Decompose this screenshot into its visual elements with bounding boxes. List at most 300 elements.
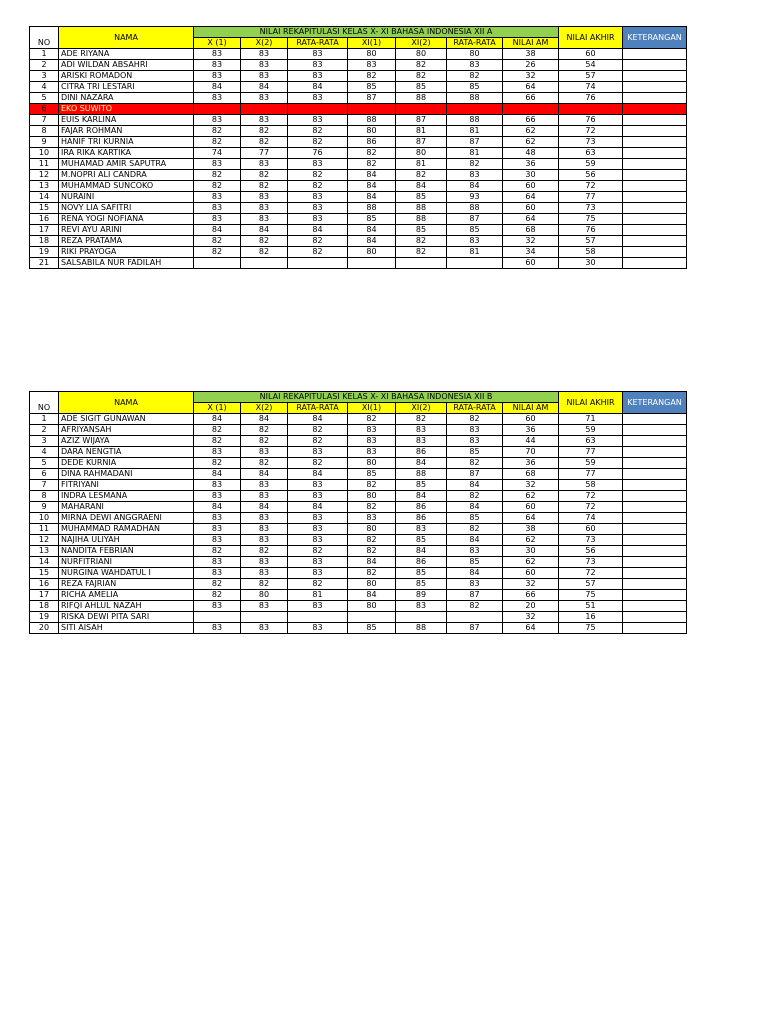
score-nilai-am: 62 bbox=[503, 126, 559, 137]
score-rata-rata-xi: 82 bbox=[447, 491, 503, 502]
score-xi1 bbox=[348, 258, 396, 269]
keterangan-cell bbox=[623, 491, 687, 502]
score-rata-rata-x: 83 bbox=[288, 480, 348, 491]
score-nilai-akhir: 51 bbox=[559, 601, 623, 612]
score-rata-rata-x: 83 bbox=[288, 557, 348, 568]
score-x2: 83 bbox=[241, 447, 288, 458]
score-nilai-akhir: 58 bbox=[559, 480, 623, 491]
row-no: 11 bbox=[30, 524, 59, 535]
score-nilai-am: 26 bbox=[503, 60, 559, 71]
score-xi1: 80 bbox=[348, 579, 396, 590]
score-xi1: 84 bbox=[348, 170, 396, 181]
score-nilai-am: 60 bbox=[503, 568, 559, 579]
table-row bbox=[30, 203, 687, 214]
table-row bbox=[30, 126, 687, 137]
score-xi2: 87 bbox=[396, 137, 447, 148]
score-xi1: 85 bbox=[348, 469, 396, 480]
score-rata-rata-xi: 82 bbox=[447, 414, 503, 425]
student-name: SALSABILA NUR FADILAH bbox=[59, 258, 194, 269]
keterangan-cell bbox=[623, 258, 687, 269]
score-nilai-am bbox=[503, 104, 559, 115]
student-name: MUHAMMAD RAMADHAN bbox=[59, 524, 194, 535]
score-rata-rata-xi: 84 bbox=[447, 480, 503, 491]
score-rata-rata-x: 83 bbox=[288, 535, 348, 546]
table-row bbox=[30, 502, 687, 513]
score-rata-rata-x: 82 bbox=[288, 236, 348, 247]
row-no: 16 bbox=[30, 214, 59, 225]
score-x1: 83 bbox=[194, 535, 241, 546]
row-no: 17 bbox=[30, 225, 59, 236]
score-rata-rata-xi: 82 bbox=[447, 458, 503, 469]
keterangan-cell bbox=[623, 203, 687, 214]
table-row bbox=[30, 236, 687, 247]
score-x1: 83 bbox=[194, 447, 241, 458]
no-header: NO bbox=[30, 392, 59, 414]
score-rata-rata-x: 81 bbox=[288, 590, 348, 601]
score-x1: 83 bbox=[194, 60, 241, 71]
score-x1: 83 bbox=[194, 524, 241, 535]
student-name: SITI AISAH bbox=[59, 623, 194, 634]
table-row bbox=[30, 480, 687, 491]
score-nilai-am: 66 bbox=[503, 93, 559, 104]
score-x1: 82 bbox=[194, 590, 241, 601]
keterangan-header: KETERANGAN bbox=[623, 27, 687, 49]
score-xi2: 82 bbox=[396, 236, 447, 247]
score-nilai-am: 68 bbox=[503, 469, 559, 480]
score-nilai-am: 64 bbox=[503, 214, 559, 225]
score-rata-rata-x: 82 bbox=[288, 436, 348, 447]
nilai-akhir-header: NILAI AKHIR bbox=[559, 392, 623, 414]
score-xi1: 86 bbox=[348, 137, 396, 148]
table-row bbox=[30, 535, 687, 546]
row-no: 4 bbox=[30, 82, 59, 93]
score-rata-rata-xi: 83 bbox=[447, 236, 503, 247]
row-no: 2 bbox=[30, 60, 59, 71]
score-nilai-am: 32 bbox=[503, 71, 559, 82]
score-xi2: 85 bbox=[396, 568, 447, 579]
student-name: RICHA AMELIA bbox=[59, 590, 194, 601]
row-no: 3 bbox=[30, 436, 59, 447]
keterangan-cell bbox=[623, 612, 687, 623]
row-no: 4 bbox=[30, 447, 59, 458]
score-rata-rata-x bbox=[288, 104, 348, 115]
student-name: AZIZ WIJAYA bbox=[59, 436, 194, 447]
row-no: 14 bbox=[30, 192, 59, 203]
score-xi1: 83 bbox=[348, 425, 396, 436]
student-name: EKO SUWITO bbox=[59, 104, 194, 115]
score-rata-rata-x: 82 bbox=[288, 425, 348, 436]
keterangan-cell bbox=[623, 93, 687, 104]
keterangan-cell bbox=[623, 535, 687, 546]
score-rata-rata-xi: 82 bbox=[447, 159, 503, 170]
score-xi1: 84 bbox=[348, 192, 396, 203]
score-rata-rata-x: 83 bbox=[288, 524, 348, 535]
table-row bbox=[30, 258, 687, 269]
score-x1 bbox=[194, 258, 241, 269]
score-xi2: 83 bbox=[396, 601, 447, 612]
row-no: 3 bbox=[30, 71, 59, 82]
score-xi2: 85 bbox=[396, 480, 447, 491]
student-name: ARISKI ROMADON bbox=[59, 71, 194, 82]
score-rata-rata-x: 82 bbox=[288, 458, 348, 469]
score-x2: 82 bbox=[241, 170, 288, 181]
row-no: 9 bbox=[30, 137, 59, 148]
score-nilai-akhir: 72 bbox=[559, 491, 623, 502]
score-rata-rata-xi: 88 bbox=[447, 93, 503, 104]
table-row bbox=[30, 524, 687, 535]
score-rata-rata-xi bbox=[447, 104, 503, 115]
score-nilai-akhir: 63 bbox=[559, 148, 623, 159]
score-nilai-akhir: 59 bbox=[559, 425, 623, 436]
score-nilai-akhir: 56 bbox=[559, 546, 623, 557]
score-nilai-akhir: 16 bbox=[559, 612, 623, 623]
score-xi1: 84 bbox=[348, 590, 396, 601]
score-nilai-am: 66 bbox=[503, 590, 559, 601]
score-x1: 82 bbox=[194, 247, 241, 258]
table-row bbox=[30, 469, 687, 480]
score-nilai-am: 60 bbox=[503, 502, 559, 513]
score-nilai-am: 60 bbox=[503, 181, 559, 192]
score-nilai-am: 44 bbox=[503, 436, 559, 447]
score-x2: 83 bbox=[241, 524, 288, 535]
keterangan-cell bbox=[623, 115, 687, 126]
score-rata-rata-x: 83 bbox=[288, 568, 348, 579]
table-row bbox=[30, 225, 687, 236]
score-x1: 83 bbox=[194, 159, 241, 170]
keterangan-cell bbox=[623, 214, 687, 225]
student-name: FITRIYANI bbox=[59, 480, 194, 491]
score-nilai-akhir: 73 bbox=[559, 557, 623, 568]
score-xi1: 84 bbox=[348, 236, 396, 247]
score-x1: 82 bbox=[194, 436, 241, 447]
score-xi2: 85 bbox=[396, 82, 447, 93]
score-x2 bbox=[241, 258, 288, 269]
score-rata-rata-x: 83 bbox=[288, 203, 348, 214]
score-nilai-akhir bbox=[559, 104, 623, 115]
score-x1: 83 bbox=[194, 623, 241, 634]
score-x2: 83 bbox=[241, 203, 288, 214]
student-name: DEDE KURNIA bbox=[59, 458, 194, 469]
row-no: 16 bbox=[30, 579, 59, 590]
score-nilai-akhir: 76 bbox=[559, 115, 623, 126]
score-rata-rata-x: 83 bbox=[288, 71, 348, 82]
student-name: DINI NAZARA bbox=[59, 93, 194, 104]
score-rata-rata-x: 83 bbox=[288, 192, 348, 203]
score-x2: 84 bbox=[241, 502, 288, 513]
score-nilai-akhir: 77 bbox=[559, 192, 623, 203]
score-xi1: 80 bbox=[348, 601, 396, 612]
score-nilai-am: 64 bbox=[503, 513, 559, 524]
score-rata-rata-x: 84 bbox=[288, 225, 348, 236]
score-xi1: 82 bbox=[348, 568, 396, 579]
grade-table-xii-b bbox=[29, 391, 687, 634]
keterangan-cell bbox=[623, 148, 687, 159]
score-xi1: 85 bbox=[348, 214, 396, 225]
score-rata-rata-xi: 88 bbox=[447, 203, 503, 214]
score-x1: 84 bbox=[194, 82, 241, 93]
score-rata-rata-x bbox=[288, 612, 348, 623]
score-xi1: 80 bbox=[348, 49, 396, 60]
table-row bbox=[30, 436, 687, 447]
col-header-nilai-am: NILAI AM bbox=[503, 403, 559, 414]
col-header-rata-rata-x: RATA-RATA bbox=[288, 38, 348, 49]
keterangan-cell bbox=[623, 236, 687, 247]
student-name: ADI WILDAN ABSAHRI bbox=[59, 60, 194, 71]
score-nilai-akhir: 72 bbox=[559, 126, 623, 137]
grade-table-xii-a bbox=[29, 26, 687, 269]
score-rata-rata-xi: 85 bbox=[447, 82, 503, 93]
score-nilai-am: 30 bbox=[503, 546, 559, 557]
score-x2: 82 bbox=[241, 579, 288, 590]
score-nilai-am: 36 bbox=[503, 458, 559, 469]
row-no: 7 bbox=[30, 115, 59, 126]
score-nilai-akhir: 57 bbox=[559, 71, 623, 82]
row-no: 8 bbox=[30, 126, 59, 137]
table-row bbox=[30, 170, 687, 181]
score-x2 bbox=[241, 612, 288, 623]
row-no: 17 bbox=[30, 590, 59, 601]
score-nilai-am: 30 bbox=[503, 170, 559, 181]
table-title: NILAI REKAPITULASI KELAS X- XI BAHASA INDONESIA XII A bbox=[194, 27, 559, 38]
score-xi1: 82 bbox=[348, 546, 396, 557]
score-rata-rata-xi: 82 bbox=[447, 601, 503, 612]
col-header-rata-rata-xi: RATA-RATA bbox=[447, 38, 503, 49]
score-x2: 82 bbox=[241, 181, 288, 192]
score-x1: 83 bbox=[194, 601, 241, 612]
score-x2: 83 bbox=[241, 71, 288, 82]
score-xi2: 88 bbox=[396, 203, 447, 214]
student-name: DINA RAHMADANI bbox=[59, 469, 194, 480]
score-xi1: 82 bbox=[348, 535, 396, 546]
col-header-rata-rata-x: RATA-RATA bbox=[288, 403, 348, 414]
score-xi2: 85 bbox=[396, 535, 447, 546]
score-xi2: 82 bbox=[396, 170, 447, 181]
table-row bbox=[30, 49, 687, 60]
score-xi1: 80 bbox=[348, 247, 396, 258]
nama-header: NAMA bbox=[59, 392, 194, 414]
score-rata-rata-x: 82 bbox=[288, 170, 348, 181]
score-rata-rata-xi: 85 bbox=[447, 447, 503, 458]
table-row bbox=[30, 159, 687, 170]
keterangan-cell bbox=[623, 247, 687, 258]
score-xi2: 86 bbox=[396, 502, 447, 513]
score-rata-rata-x: 83 bbox=[288, 601, 348, 612]
score-nilai-am: 20 bbox=[503, 601, 559, 612]
row-no: 6 bbox=[30, 104, 59, 115]
row-no: 20 bbox=[30, 623, 59, 634]
nilai-akhir-header: NILAI AKHIR bbox=[559, 27, 623, 49]
keterangan-cell bbox=[623, 170, 687, 181]
score-nilai-akhir: 74 bbox=[559, 82, 623, 93]
score-x1: 83 bbox=[194, 192, 241, 203]
score-xi1: 82 bbox=[348, 71, 396, 82]
score-nilai-akhir: 75 bbox=[559, 590, 623, 601]
score-rata-rata-x bbox=[288, 258, 348, 269]
score-xi2: 88 bbox=[396, 214, 447, 225]
score-x2: 83 bbox=[241, 49, 288, 60]
table-row bbox=[30, 82, 687, 93]
row-no: 18 bbox=[30, 236, 59, 247]
keterangan-cell bbox=[623, 414, 687, 425]
score-xi2: 88 bbox=[396, 623, 447, 634]
score-rata-rata-x: 82 bbox=[288, 126, 348, 137]
score-xi1: 80 bbox=[348, 126, 396, 137]
score-x2: 83 bbox=[241, 491, 288, 502]
keterangan-cell bbox=[623, 546, 687, 557]
score-rata-rata-xi: 83 bbox=[447, 425, 503, 436]
score-rata-rata-xi bbox=[447, 258, 503, 269]
score-xi2: 82 bbox=[396, 60, 447, 71]
score-rata-rata-xi: 85 bbox=[447, 513, 503, 524]
score-xi1: 84 bbox=[348, 181, 396, 192]
score-x2: 83 bbox=[241, 535, 288, 546]
score-x1: 82 bbox=[194, 170, 241, 181]
score-xi1: 82 bbox=[348, 159, 396, 170]
score-xi2: 83 bbox=[396, 425, 447, 436]
col-header-x1: X (1) bbox=[194, 403, 241, 414]
keterangan-cell bbox=[623, 469, 687, 480]
score-rata-rata-x: 83 bbox=[288, 447, 348, 458]
score-xi2: 82 bbox=[396, 247, 447, 258]
score-x1: 84 bbox=[194, 225, 241, 236]
student-name: RENA YOGI NOFIANA bbox=[59, 214, 194, 225]
student-name: NANDITA FEBRIAN bbox=[59, 546, 194, 557]
table-row bbox=[30, 414, 687, 425]
score-nilai-akhir: 60 bbox=[559, 49, 623, 60]
score-nilai-am: 62 bbox=[503, 557, 559, 568]
score-nilai-am: 32 bbox=[503, 236, 559, 247]
score-nilai-am: 34 bbox=[503, 247, 559, 258]
row-no: 1 bbox=[30, 49, 59, 60]
score-nilai-akhir: 75 bbox=[559, 214, 623, 225]
score-nilai-akhir: 57 bbox=[559, 236, 623, 247]
score-xi2: 84 bbox=[396, 181, 447, 192]
row-no: 19 bbox=[30, 612, 59, 623]
score-x2: 83 bbox=[241, 601, 288, 612]
score-rata-rata-x: 84 bbox=[288, 502, 348, 513]
table-row bbox=[30, 115, 687, 126]
score-xi2 bbox=[396, 612, 447, 623]
keterangan-cell bbox=[623, 126, 687, 137]
table-row bbox=[30, 93, 687, 104]
keterangan-cell bbox=[623, 225, 687, 236]
student-name: MAHARANI bbox=[59, 502, 194, 513]
student-name: REZA PRATAMA bbox=[59, 236, 194, 247]
score-nilai-am: 60 bbox=[503, 414, 559, 425]
keterangan-cell bbox=[623, 137, 687, 148]
row-no: 15 bbox=[30, 203, 59, 214]
keterangan-cell bbox=[623, 480, 687, 491]
table-row bbox=[30, 546, 687, 557]
score-nilai-akhir: 72 bbox=[559, 568, 623, 579]
student-name: AFRIYANSAH bbox=[59, 425, 194, 436]
score-rata-rata-xi: 81 bbox=[447, 126, 503, 137]
score-rata-rata-xi: 84 bbox=[447, 535, 503, 546]
row-no: 10 bbox=[30, 513, 59, 524]
row-no: 1 bbox=[30, 414, 59, 425]
score-rata-rata-x: 82 bbox=[288, 247, 348, 258]
score-nilai-akhir: 72 bbox=[559, 502, 623, 513]
keterangan-header: KETERANGAN bbox=[623, 392, 687, 414]
score-xi2: 81 bbox=[396, 126, 447, 137]
score-x2: 82 bbox=[241, 247, 288, 258]
score-x1: 83 bbox=[194, 49, 241, 60]
score-xi2: 86 bbox=[396, 513, 447, 524]
score-x2: 82 bbox=[241, 458, 288, 469]
score-xi1: 88 bbox=[348, 203, 396, 214]
keterangan-cell bbox=[623, 513, 687, 524]
table-row bbox=[30, 104, 687, 115]
nama-header: NAMA bbox=[59, 27, 194, 49]
score-nilai-akhir: 77 bbox=[559, 447, 623, 458]
score-nilai-am: 70 bbox=[503, 447, 559, 458]
col-header-xi2: XI(2) bbox=[396, 38, 447, 49]
score-nilai-akhir: 76 bbox=[559, 93, 623, 104]
score-nilai-akhir: 60 bbox=[559, 524, 623, 535]
score-nilai-akhir: 56 bbox=[559, 170, 623, 181]
score-xi1: 83 bbox=[348, 447, 396, 458]
score-xi1: 80 bbox=[348, 458, 396, 469]
score-nilai-am: 36 bbox=[503, 425, 559, 436]
score-nilai-akhir: 59 bbox=[559, 458, 623, 469]
score-rata-rata-xi: 87 bbox=[447, 137, 503, 148]
score-xi1: 84 bbox=[348, 225, 396, 236]
score-xi1: 88 bbox=[348, 115, 396, 126]
row-no: 19 bbox=[30, 247, 59, 258]
score-nilai-am: 62 bbox=[503, 535, 559, 546]
score-x1: 84 bbox=[194, 502, 241, 513]
score-x1: 83 bbox=[194, 491, 241, 502]
keterangan-cell bbox=[623, 502, 687, 513]
score-nilai-am: 36 bbox=[503, 159, 559, 170]
score-xi2: 84 bbox=[396, 491, 447, 502]
score-nilai-am: 62 bbox=[503, 137, 559, 148]
score-nilai-akhir: 54 bbox=[559, 60, 623, 71]
score-nilai-akhir: 74 bbox=[559, 513, 623, 524]
score-xi2: 83 bbox=[396, 436, 447, 447]
row-no: 13 bbox=[30, 181, 59, 192]
keterangan-cell bbox=[623, 590, 687, 601]
score-rata-rata-xi: 93 bbox=[447, 192, 503, 203]
score-xi1: 82 bbox=[348, 414, 396, 425]
score-xi1 bbox=[348, 612, 396, 623]
score-rata-rata-xi: 88 bbox=[447, 115, 503, 126]
score-x1 bbox=[194, 104, 241, 115]
student-name: NAJIHA ULIYAH bbox=[59, 535, 194, 546]
score-rata-rata-xi: 82 bbox=[447, 71, 503, 82]
keterangan-cell bbox=[623, 425, 687, 436]
keterangan-cell bbox=[623, 524, 687, 535]
table-row bbox=[30, 137, 687, 148]
score-nilai-akhir: 73 bbox=[559, 137, 623, 148]
score-rata-rata-xi: 81 bbox=[447, 247, 503, 258]
score-nilai-am: 64 bbox=[503, 623, 559, 634]
student-name: REZA FAJRIAN bbox=[59, 579, 194, 590]
score-x2: 83 bbox=[241, 623, 288, 634]
col-header-x2: X(2) bbox=[241, 38, 288, 49]
score-rata-rata-xi: 87 bbox=[447, 214, 503, 225]
keterangan-cell bbox=[623, 192, 687, 203]
score-x2: 83 bbox=[241, 192, 288, 203]
keterangan-cell bbox=[623, 104, 687, 115]
keterangan-cell bbox=[623, 71, 687, 82]
student-name: RIKI PRAYOGA bbox=[59, 247, 194, 258]
keterangan-cell bbox=[623, 60, 687, 71]
row-no: 18 bbox=[30, 601, 59, 612]
col-header-xi2: XI(2) bbox=[396, 403, 447, 414]
table-row bbox=[30, 447, 687, 458]
row-no: 15 bbox=[30, 568, 59, 579]
